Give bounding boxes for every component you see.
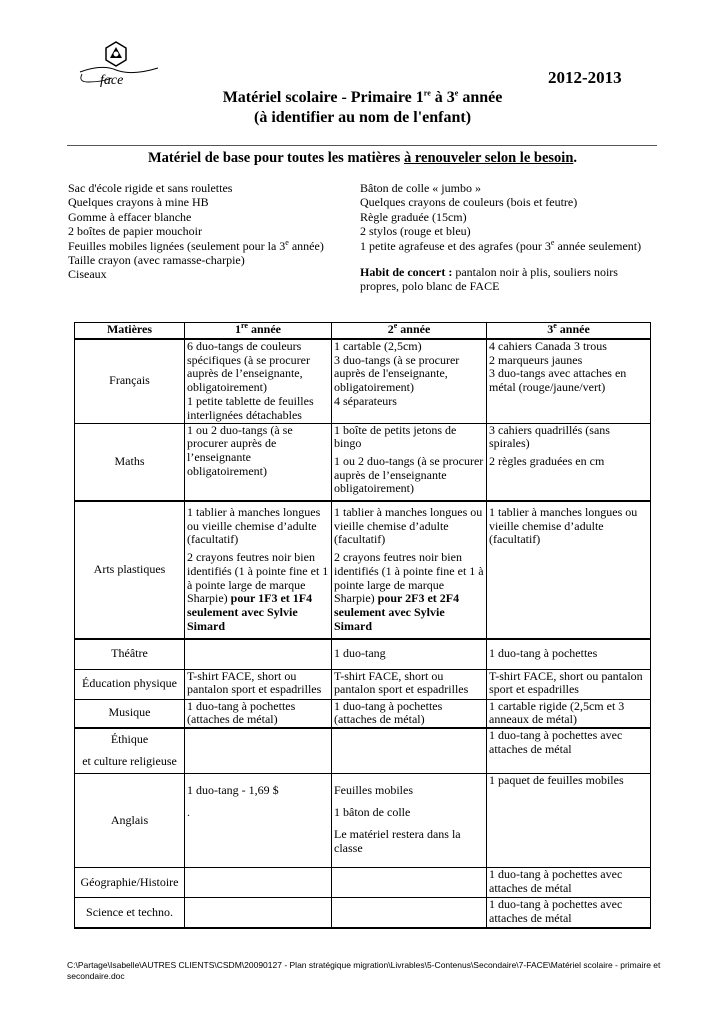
subject-cell: Géographie/Histoire bbox=[75, 868, 185, 898]
grade1-cell: 1 duo-tang - 1,69 $ . bbox=[185, 774, 332, 868]
grade2-cell bbox=[332, 898, 487, 928]
concert-attire-cont: propres, polo blanc de FACE bbox=[360, 279, 500, 294]
list-item: 2 stylos (rouge et bleu) bbox=[360, 224, 471, 239]
grade2-cell: 1 tablier à manches longues ou vieille chemise d’adulte (facultatif) 2 crayons feutres noir bien identifiés (1 à pointe fine et 1 à pointe large de marque Sharpie) pour 2F3 et 2F4 seulement avec Sylvie Simard bbox=[332, 501, 487, 639]
list-item: 1 petite agrafeuse et des agrafes (pour 3e année seulement) bbox=[360, 237, 642, 253]
subject-cell: Anglais bbox=[75, 774, 185, 868]
grade3-cell: 4 cahiers Canada 3 trous 2 marqueurs jaunes 3 duo-tangs avec attaches en métal (rouge/jaune/vert) bbox=[487, 339, 651, 423]
grade1-cell: 1 duo-tang à pochettes (attaches de métal) bbox=[185, 699, 332, 728]
grade2-cell: T-shirt FACE, short ou pantalon sport et espadrilles bbox=[332, 669, 487, 699]
grade3-cell: 1 duo-tang à pochettes avec attaches de métal bbox=[487, 898, 651, 928]
section-title: Matériel de base pour toutes les matières à renouveler selon le besoin. bbox=[147, 150, 578, 166]
supplies-table bbox=[74, 322, 651, 929]
face-logo bbox=[72, 38, 162, 88]
col-header-grade3: 3e année bbox=[487, 323, 651, 340]
list-item: Sac d'école rigide et sans roulettes bbox=[68, 181, 233, 195]
base-list-right bbox=[360, 181, 660, 294]
grade2-cell: 1 duo-tang à pochettes (attaches de métal) bbox=[332, 699, 487, 728]
table-header-row bbox=[75, 323, 651, 340]
grade3-cell: 1 duo-tang à pochettes avec attaches de métal bbox=[487, 728, 651, 774]
grade1-cell: 1 ou 2 duo-tangs (à se procurer auprès de l’enseignante obligatoirement) bbox=[185, 423, 332, 501]
base-list-left bbox=[68, 181, 358, 282]
subject-cell: Musique bbox=[75, 699, 185, 728]
grade1-cell bbox=[185, 868, 332, 898]
list-item: Quelques crayons à mine HB bbox=[68, 195, 209, 210]
grade3-cell: 3 cahiers quadrillés (sans spirales) 2 règles graduées en cm bbox=[487, 423, 651, 501]
file-path-footer: C:\Partage\Isabelle\AUTRES CLIENTS\CSDM\20090127 - Plan stratégique migration\Livrables\5-Contenus\Secondaire\7-FACE\Matériel scolaire - primaire et secondaire.doc bbox=[67, 960, 661, 981]
page-title: Matériel scolaire - Primaire 1re à 3e année bbox=[222, 88, 503, 106]
table-row bbox=[75, 868, 651, 898]
table-row bbox=[75, 699, 651, 728]
col-header-grade1: 1re année bbox=[185, 323, 332, 340]
grade3-cell: T-shirt FACE, short ou pantalon sport et espadrilles bbox=[487, 669, 651, 699]
grade2-cell: 1 duo-tang bbox=[332, 639, 487, 669]
grade1-cell: T-shirt FACE, short ou pantalon sport et espadrilles bbox=[185, 669, 332, 699]
grade3-cell: 1 duo-tang à pochettes bbox=[487, 639, 651, 669]
grade1-cell bbox=[185, 639, 332, 669]
col-header-subject: Matières bbox=[75, 323, 185, 340]
table-row bbox=[75, 423, 651, 501]
table-row bbox=[75, 501, 651, 639]
school-year: 2012-2013 bbox=[548, 68, 622, 87]
subject-cell: Arts plastiques bbox=[75, 501, 185, 639]
list-item: Gomme à effacer blanche bbox=[68, 209, 192, 224]
table-row bbox=[75, 339, 651, 423]
grade3-cell: 1 duo-tang à pochettes avec attaches de métal bbox=[487, 868, 651, 898]
list-item: 2 boîtes de papier mouchoir bbox=[68, 224, 202, 239]
grade2-cell bbox=[332, 868, 487, 898]
grade2-cell bbox=[332, 728, 487, 774]
grade2-cell: Feuilles mobiles 1 bâton de colle Le matériel restera dans la classe bbox=[332, 774, 487, 868]
page-subtitle: (à identifier au nom de l'enfant) bbox=[253, 109, 472, 126]
table-row bbox=[75, 639, 651, 669]
grade3-cell: 1 paquet de feuilles mobiles bbox=[487, 774, 651, 868]
list-item: Bâton de colle « jumbo » bbox=[360, 181, 481, 195]
grade3-cell: 1 tablier à manches longues ou vieille chemise d’adulte (facultatif) bbox=[487, 501, 651, 639]
col-header-grade2: 2e année bbox=[332, 323, 487, 340]
list-item: Quelques crayons de couleurs (bois et feutre) bbox=[360, 195, 578, 210]
subject-cell: Maths bbox=[75, 423, 185, 501]
grade1-cell: 1 tablier à manches longues ou vieille chemise d’adulte (facultatif) 2 crayons feutres noir bien identifiés (1 à pointe fine et 1 à pointe large de marque Sharpie) pour 1F3 et 1F4 seulement avec Sylvie Simard bbox=[185, 501, 332, 639]
list-item: Ciseaux bbox=[68, 267, 107, 282]
grade2-cell: 1 boîte de petits jetons de bingo 1 ou 2 duo-tangs (à se procurer auprès de l’enseignante obligatoirement) bbox=[332, 423, 487, 501]
grade3-cell: 1 cartable rigide (2,5cm et 3 anneaux de métal) bbox=[487, 699, 651, 728]
grade2-cell: 1 cartable (2,5cm) 3 duo-tangs (à se procurer auprès de l'enseignante, obligatoirement) 4 séparateurs bbox=[332, 339, 487, 423]
table-row bbox=[75, 774, 651, 868]
list-item: Feuilles mobiles lignées (seulement pour la 3e année) bbox=[68, 237, 324, 253]
subject-cell: Éthique et culture religieuse bbox=[75, 728, 185, 774]
list-item: Règle graduée (15cm) bbox=[360, 209, 467, 224]
subject-cell: Français bbox=[75, 339, 185, 423]
table-row bbox=[75, 728, 651, 774]
table-row bbox=[75, 669, 651, 699]
grade1-cell bbox=[185, 728, 332, 774]
divider bbox=[67, 145, 657, 146]
concert-attire: Habit de concert : pantalon noir à plis, souliers noirs bbox=[360, 265, 618, 280]
list-item: Taille crayon (avec ramasse-charpie) bbox=[68, 253, 245, 268]
subject-cell: Éducation physique bbox=[75, 669, 185, 699]
subject-cell: Science et techno. bbox=[75, 898, 185, 928]
grade1-cell: 6 duo-tangs de couleurs spécifiques (à se procurer auprès de l’enseignante, obligatoirement) 1 petite tablette de feuilles interlignées détachables bbox=[185, 339, 332, 423]
subject-cell: Théâtre bbox=[75, 639, 185, 669]
grade1-cell bbox=[185, 898, 332, 928]
logo-text: face bbox=[100, 73, 124, 88]
table-row bbox=[75, 898, 651, 928]
